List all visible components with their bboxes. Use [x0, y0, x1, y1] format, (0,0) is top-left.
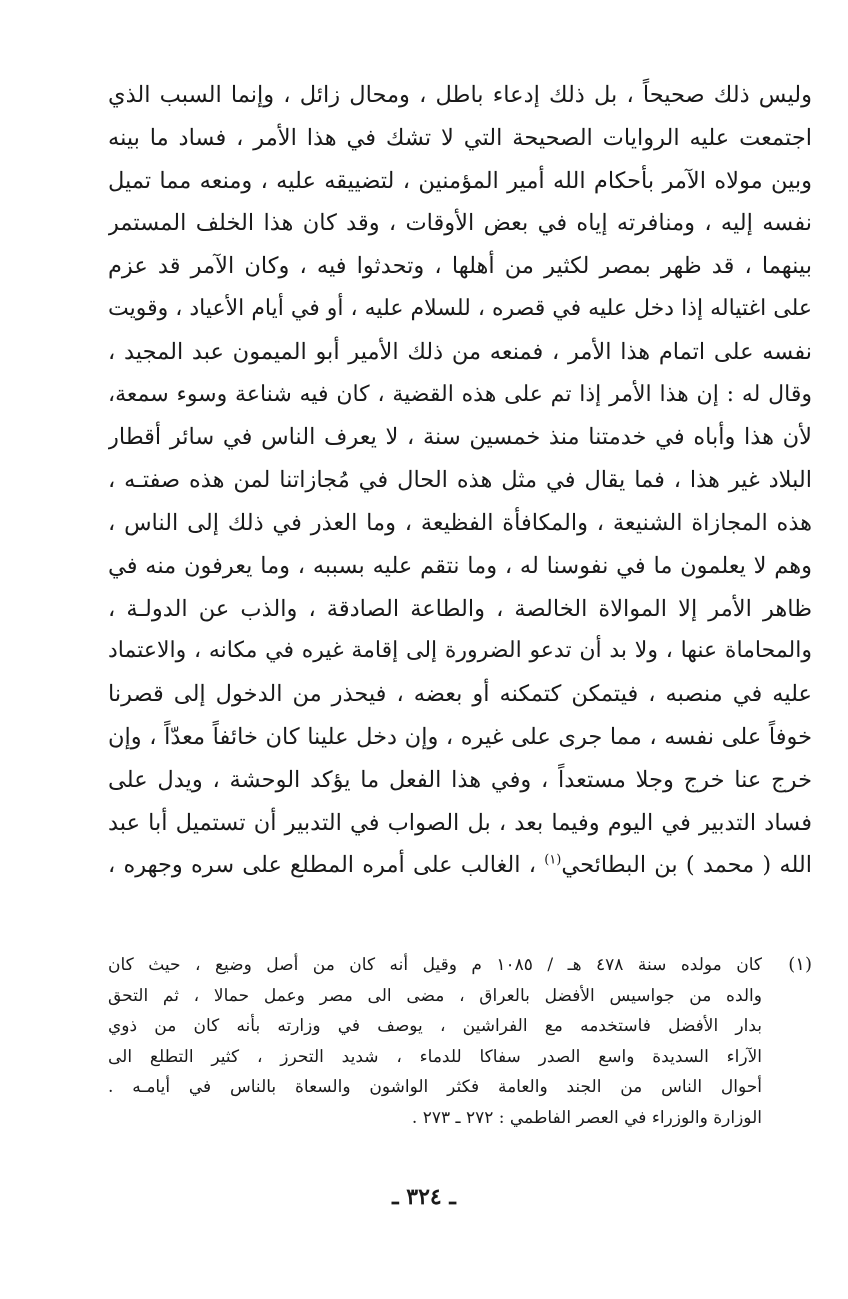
text-segment: ، الغالب على أمره المطلع على سره وجهره ،: [108, 852, 545, 879]
footnote-line: والده من جواسيس الأفضل بالعراق ، مضى الى مصر وعمل حمالا ، ثم التحق: [108, 985, 762, 1006]
text-line-last: [108, 844, 812, 887]
text-line: نفسه على اتمام هذا الأمر ، فمنعه من ذلك الأمير أبو الميمون عبد المجيد ،: [108, 338, 812, 365]
text-line: والمحاماة عنها ، ولا بد أن تدعو الضرورة إلى إقامة غيره في مكانه ، والاعتماد: [108, 638, 812, 664]
footnote-marker: (١): [788, 954, 812, 975]
footnote-line: الآراء السديدة واسع الصدر سفاكا للدماء ، شديد التحرز ، كثير التطلع الى: [108, 1046, 762, 1067]
text-line: وبين مولاه الآمر بأحكام الله أمير المؤمنين ، لتضييقه عليه ، ومنعه مما تميل: [108, 167, 812, 194]
text-line: خوفاً على نفسه ، مما جرى على غيره ، وإن دخل علينا كان خائفاً معدّاً ، وإن: [108, 723, 812, 750]
footnote-body: [108, 950, 762, 1133]
text-line: نفسه إليه ، ومنافرته إياه في بعض الأوقات ، وقد كان هذا الخلف المستمر: [108, 210, 812, 237]
text-line: على اغتياله إذا دخل عليه في قصره ، للسلام عليه ، أو في أيام الأعياد ، وقويت: [108, 295, 812, 321]
text-segment: الله ( محمد ) بن البطائحي: [561, 852, 812, 879]
text-line: هذه المجازاة الشنيعة ، والمكافأة الفظيعة ، وما العذر في ذلك إلى الناس ،: [108, 509, 812, 536]
footnote-line: الوزارة والوزراء في العصر الفاطمي : ٢٧٢ ـ ٢٧٣ .: [411, 1107, 762, 1128]
text-line: وليس ذلك صحيحاً ، بل ذلك إدعاء باطل ، ومحال زائل ، وإنما السبب الذي: [108, 82, 812, 108]
main-text-block: [108, 74, 812, 887]
footnote-line: أحوال الناس من الجند والعامة فكثر الواشون والسعاة بالناس في أيامـه .: [108, 1077, 762, 1097]
text-line: وهم لا يعلمون ما في نفوسنا له ، وما نتقم عليه بسببه ، وما يعرفون منه في: [108, 552, 812, 579]
text-line: اجتمعت عليه الروايات الصحيحة التي لا تشك في هذا الأمر ، فساد ما بينه: [108, 124, 812, 151]
text-line: فساد التدبير في اليوم وفيما بعد ، بل الصواب في التدبير أن تستميل أبا عبد: [108, 809, 812, 836]
text-line: بينهما ، قد ظهر بمصر لكثير من أهلها ، وتحدثوا فيه ، وكان الآمر قد عزم: [108, 253, 812, 280]
text-line: لأن هذا وأباه في خدمتنا منذ خمسين سنة ، لا يعرف الناس في سائر أقطار: [108, 424, 812, 451]
text-line: عليه في منصبه ، فيتمكن كتمكنه أو بعضه ، فيحذر من الدخول إلى قصرنا: [108, 681, 812, 708]
text-line: ظاهر الأمر إلا الموالاة الخالصة ، والطاعة الصادقة ، والذب عن الدولـة ،: [108, 595, 812, 622]
text-line: خرج عنا خرج وجلا مستعداً ، وفي هذا الفعل ما يؤكد الوحشة ، ويدل على: [108, 766, 812, 793]
footnote-reference[interactable]: (١): [544, 852, 562, 868]
footnote-line: بدار الأفضل فاستخدمه مع الفراشين ، يوصف في وزارته بأنه كان من ذوي: [108, 1016, 762, 1036]
page-number: ـ ٣٢٤ ـ: [392, 1184, 456, 1210]
footnote-block: [108, 950, 812, 1133]
text-line: البلاد غير هذا ، فما يقال في مثل هذه الحال في مُجازاتنا لمن هذه صفتـه ،: [108, 467, 812, 494]
text-line: وقال له : إن هذا الأمر إذا تم على هذه القضية ، كان فيه شناعة وسوء سمعة،: [108, 381, 812, 407]
footnote-line: كان مولده سنة ٤٧٨ هـ / ١٠٨٥ م وقيل أنه كان من أصل وضيع ، حيث كان: [108, 955, 762, 975]
